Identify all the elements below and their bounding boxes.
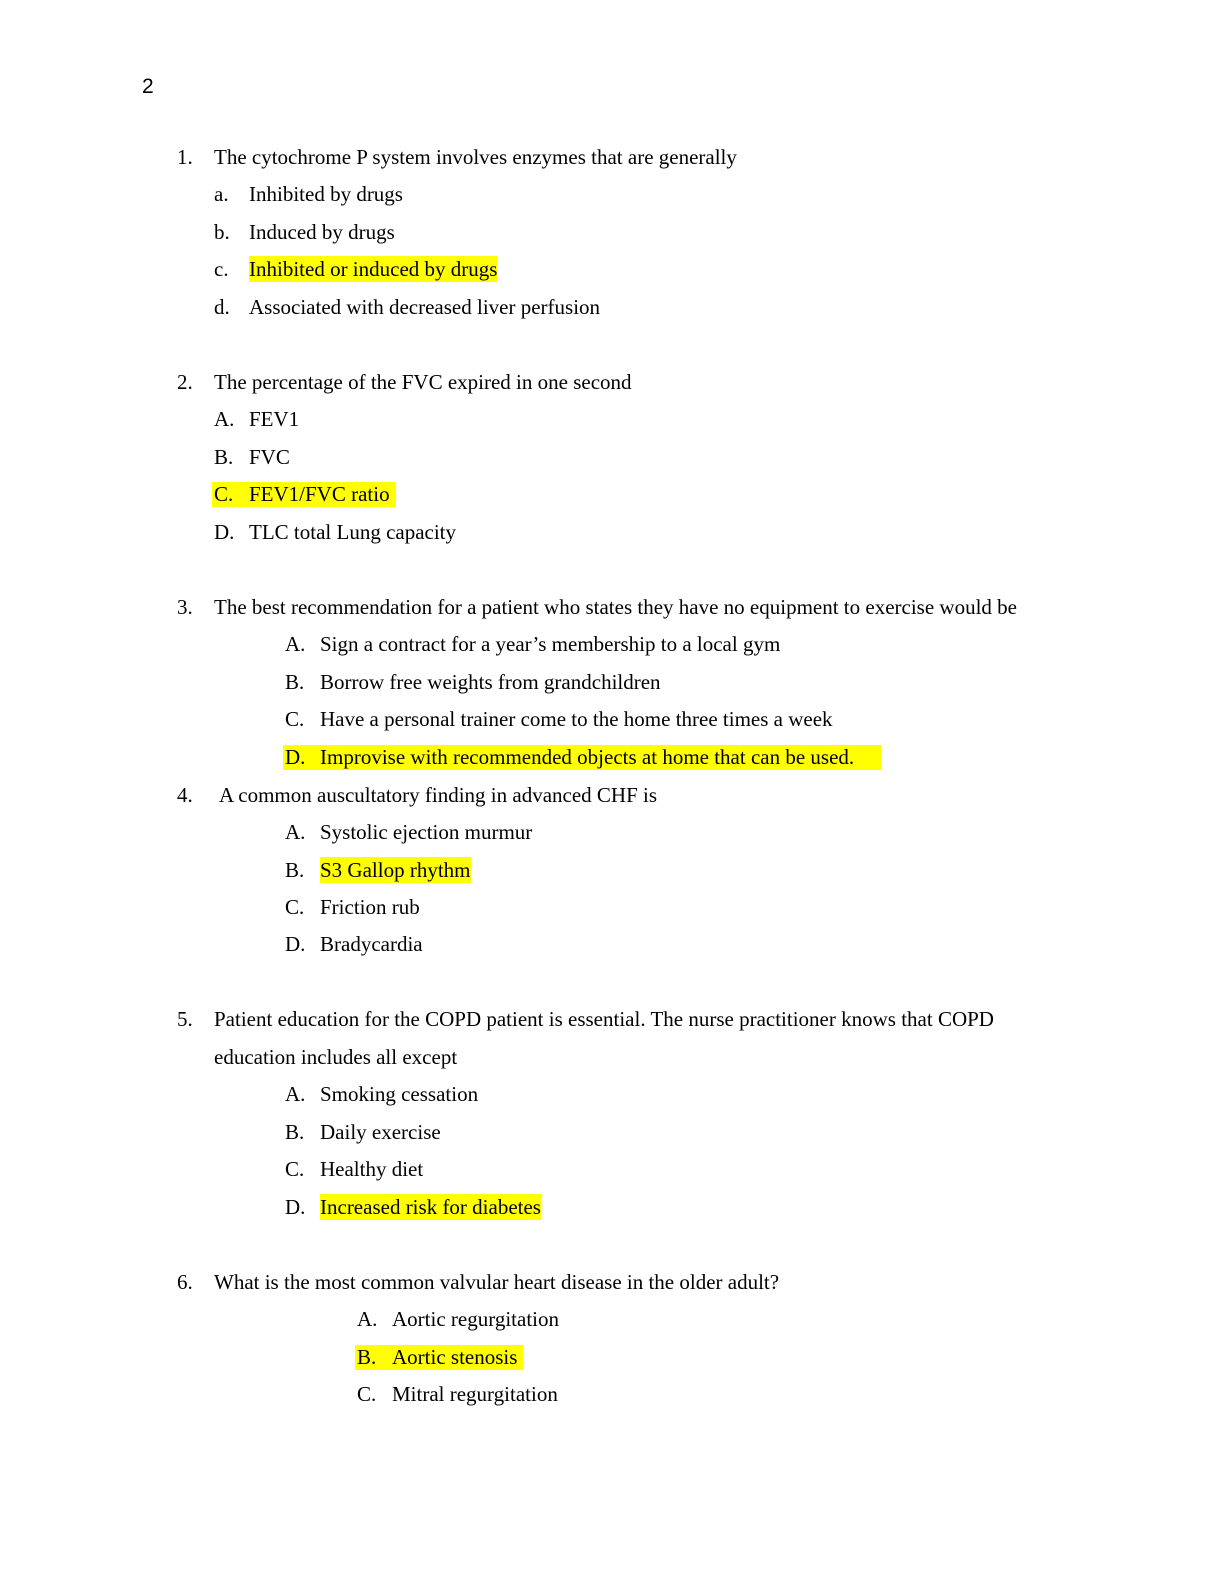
question-text: Patient education for the COPD patient is essential. The nurse practitioner knows that COPD [214,1007,994,1031]
question-number: 6. [177,1270,193,1294]
question-text: The percentage of the FVC expired in one second [214,370,632,394]
question-number: 5. [177,1007,193,1031]
option-text: FEV1 [249,407,300,431]
option-text: Sign a contract for a year’s membership to a local gym [320,632,781,656]
option-text: Aortic regurgitation [392,1307,559,1331]
option-text: TLC total Lung capacity [249,520,457,544]
option-letter: B. [357,1345,377,1369]
question-number: 4. [177,783,193,807]
option-letter: C. [285,895,305,919]
option-letter: A. [285,1082,306,1106]
option-letter: C. [214,482,234,506]
option-letter: a. [214,182,229,206]
option-text-highlighted: Increased risk for diabetes [320,1195,541,1219]
option-letter: B. [285,858,305,882]
option-letter: A. [285,632,306,656]
option-letter: C. [285,1157,305,1181]
question-number: 1. [177,145,193,169]
option-text-highlighted: Aortic stenosis [392,1345,518,1369]
option-text: Induced by drugs [249,220,395,244]
option-text: Borrow free weights from grandchildren [320,670,661,694]
option-letter: d. [214,295,230,319]
option-letter: B. [214,445,234,469]
option-text-highlighted: S3 Gallop rhythm [320,858,471,882]
question-text: A common auscultatory finding in advanced CHF is [219,783,658,807]
option-text-highlighted: Improvise with recommended objects at home that can be used. [320,745,855,769]
option-text-highlighted: Inhibited or induced by drugs [249,257,498,281]
option-text: Smoking cessation [320,1082,479,1106]
option-letter: D. [285,1195,306,1219]
option-text: Bradycardia [320,932,423,956]
option-text-highlighted: FEV1/FVC ratio [249,482,390,506]
question-text: The cytochrome P system involves enzymes that are generally [214,145,737,169]
option-letter: C. [285,707,305,731]
question-text: What is the most common valvular heart disease in the older adult? [214,1270,780,1294]
question-number: 2. [177,370,193,394]
option-letter: C. [357,1382,377,1406]
option-letter: D. [285,932,306,956]
option-text: Mitral regurgitation [392,1382,558,1406]
option-text: FVC [249,445,290,469]
option-letter: D. [214,520,235,544]
option-text: Inhibited by drugs [249,182,403,206]
option-text: Systolic ejection murmur [320,820,533,844]
option-letter: c. [214,257,229,281]
option-text: Have a personal trainer come to the home three times a week [320,707,833,731]
option-text: Healthy diet [320,1157,424,1181]
option-text: Friction rub [320,895,420,919]
option-letter: B. [285,670,305,694]
option-letter: B. [285,1120,305,1144]
option-text: Daily exercise [320,1120,441,1144]
option-letter: b. [214,220,230,244]
option-letter: A. [357,1307,378,1331]
question-number: 3. [177,595,193,619]
option-letter: D. [285,745,306,769]
option-text: Associated with decreased liver perfusion [249,295,601,319]
option-letter: A. [214,407,235,431]
question-text-line2: education includes all except [214,1045,458,1069]
option-letter: A. [285,820,306,844]
page-number: 2 [142,75,154,98]
question-text: The best recommendation for a patient who states they have no equipment to exercise would be [214,595,1017,619]
